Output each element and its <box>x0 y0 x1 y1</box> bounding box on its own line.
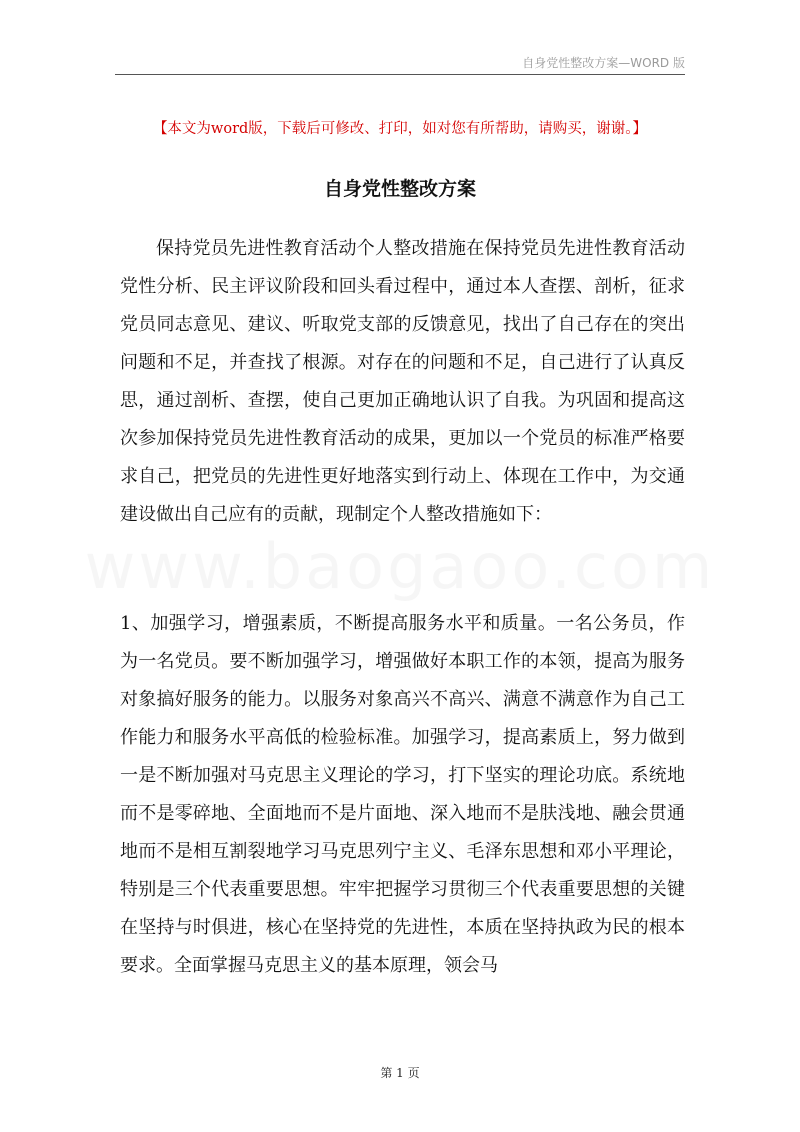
paragraph-item-1: 1、加强学习，增强素质，不断提高服务水平和质量。一名公务员，作为一名党员。要不断加强学习，增强做好本职工作的本领，提高为服务对象搞好服务的能力。以服务对象高兴不高兴、满意不满意作为自己工作能力和服务水平高低的检验标准。加强学习，提高素质上，努力做到一是不断加强对马克思主义理论的学习，打下坚实的理论功底。系统地而不是零碎地、全面地而不是片面地、深入地而不是肤浅地、融会贯通地而不是相互割裂地学习马克思列宁主义、毛泽东思想和邓小平理论，特别是三个代表重要思想。牢牢把握学习贯彻三个代表重要思想的关键在坚持与时俱进，核心在坚持党的先进性，本质在坚持执政为民的根本要求。全面掌握马克思主义的基本原理，领会马 <box>120 613 685 976</box>
page-number: 第 1 页 <box>380 1066 420 1080</box>
watermark <box>0 530 800 603</box>
page-header <box>115 44 685 75</box>
document-title: 自身党性整改方案 <box>323 178 476 200</box>
purchase-notice: 【本文为word版，下载后可修改、打印，如对您有所帮助，请购买，谢谢。】 <box>152 121 648 137</box>
header-title: 自身党性整改方案—WORD 版 <box>522 56 685 70</box>
paragraph-intro: 保持党员先进性教育活动个人整改措施在保持党员先进性教育活动党性分析、民主评议阶段和回头看过程中，通过本人查摆、剖析，征求党员同志意见、建议、听取党支部的反馈意见，找出了自己存在的突出问题和不足，并查找了根源。对存在的问题和不足，自己进行了认真反思，通过剖析、查摆，使自己更加正确地认识了自我。为巩固和提高这次参加保持党员先进性教育活动的成果，更加以一个党员的标准严格要求自己，把党员的先进性更好地落实到行动上、体现在工作中，为交通建设做出自己应有的贡献，现制定个人整改措施如下： <box>120 238 685 525</box>
